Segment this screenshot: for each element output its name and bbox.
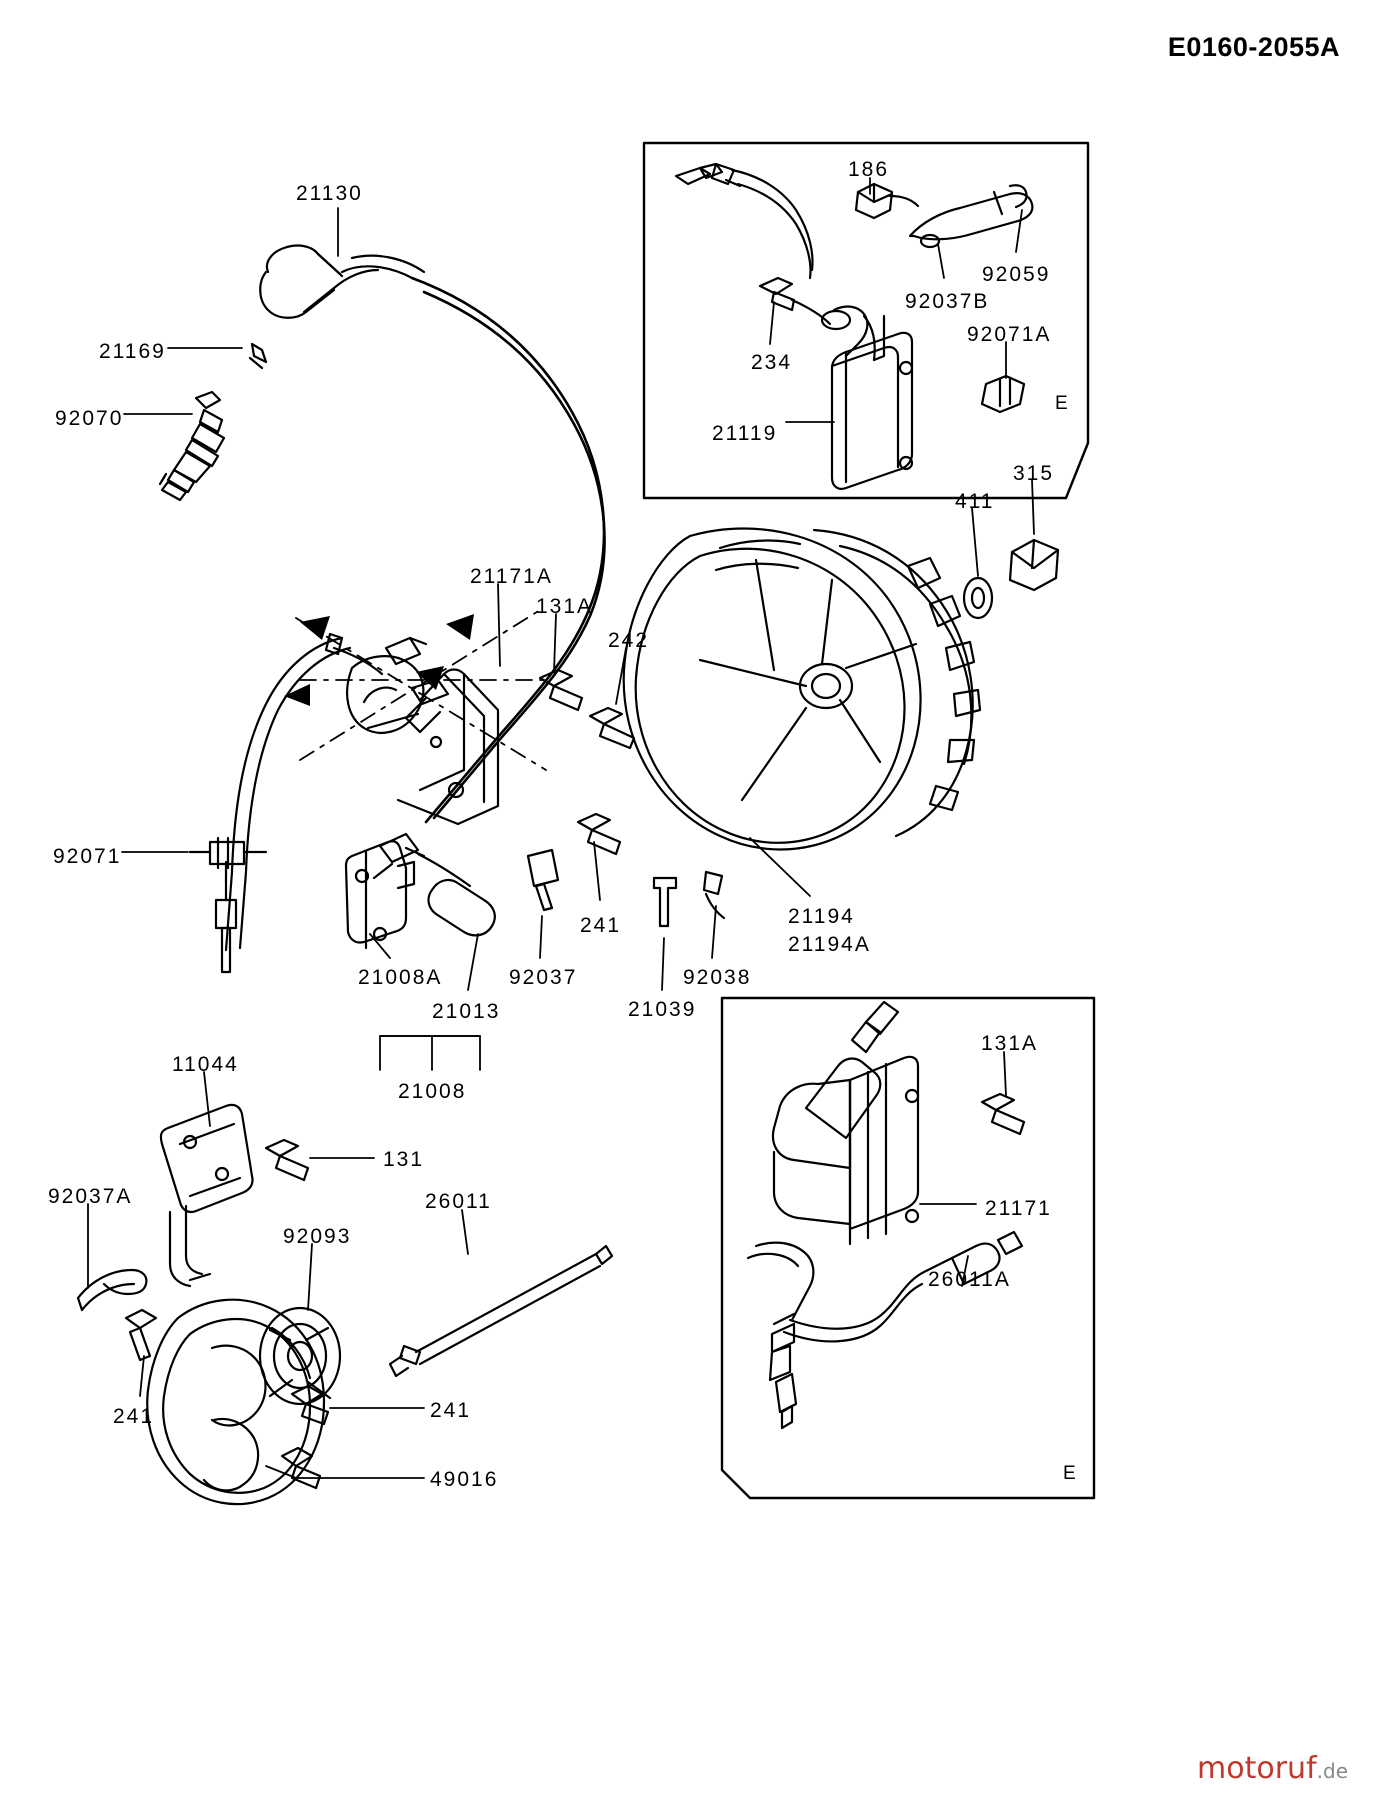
watermark	[1197, 1751, 1348, 1786]
watermark-suffix-text: .de	[1316, 1759, 1348, 1783]
part-label-21039: 21039	[628, 998, 697, 1021]
part-label-92071A: 92071A	[967, 323, 1052, 346]
part-label-241-upper: 241	[580, 914, 622, 937]
part-label-92059: 92059	[982, 263, 1051, 286]
part-label-26011A: 26011A	[928, 1268, 1011, 1291]
part-label-21008A: 21008A	[358, 966, 443, 989]
part-label-131A-lower: 131A	[981, 1032, 1039, 1055]
part-label-92037: 92037	[509, 966, 578, 989]
part-label-21008: 21008	[398, 1080, 467, 1103]
part-label-315: 315	[1013, 462, 1055, 485]
part-label-242: 242	[608, 629, 650, 652]
part-label-11044: 11044	[172, 1053, 239, 1076]
part-label-92038: 92038	[683, 966, 752, 989]
part-label-21013: 21013	[432, 1000, 501, 1023]
part-label-21171: 21171	[985, 1197, 1052, 1220]
document-code: E0160-2055A	[1167, 32, 1340, 62]
part-label-241-lower-left: 241	[113, 1405, 155, 1428]
part-label-92093: 92093	[283, 1225, 352, 1248]
part-label-92037A: 92037A	[48, 1185, 133, 1208]
part-label-49016: 49016	[430, 1468, 499, 1491]
part-label-186: 186	[848, 158, 890, 181]
watermark-main-text: motoruf	[1197, 1751, 1317, 1786]
part-label-92070: 92070	[55, 407, 124, 430]
part-label-92071: 92071	[53, 845, 122, 868]
part-label-21119: 21119	[712, 422, 778, 445]
part-label-21194A: 21194A	[788, 933, 871, 956]
part-label-131A-upper: 131A	[536, 595, 594, 618]
part-label-234: 234	[751, 351, 793, 374]
panel-mark-bottom-right: E	[1063, 1463, 1077, 1484]
part-label-411: 411	[955, 490, 995, 513]
part-label-21130: 21130	[296, 182, 363, 205]
part-label-26011: 26011	[425, 1190, 492, 1213]
panel-mark-top-right: E	[1055, 393, 1069, 414]
part-label-21194: 21194	[788, 905, 855, 928]
part-label-21169: 21169	[99, 340, 166, 363]
part-label-131: 131	[383, 1148, 425, 1171]
part-label-92037B: 92037B	[905, 290, 990, 313]
part-label-21171A: 21171A	[470, 565, 553, 588]
part-label-241-lower-right: 241	[430, 1399, 472, 1422]
